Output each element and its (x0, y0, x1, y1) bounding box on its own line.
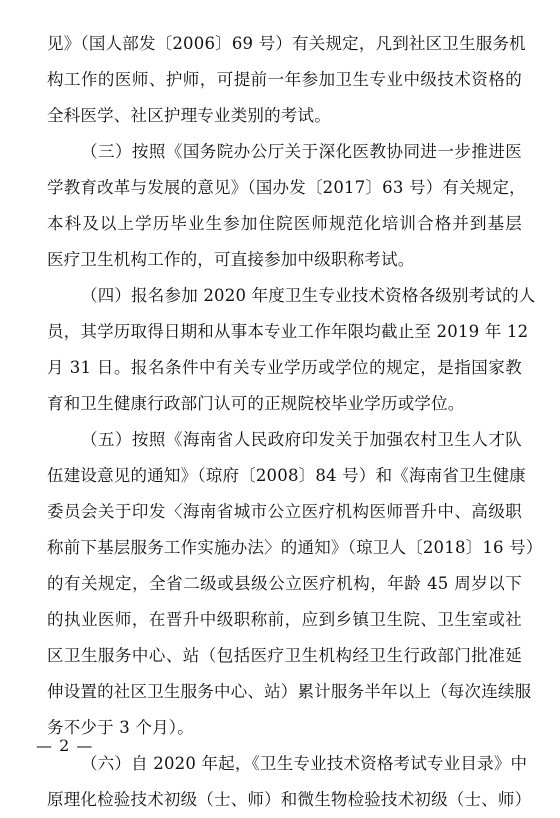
text-line: 医疗卫生机构工作的，可直接参加中级职称考试。 (47, 250, 415, 269)
paragraph-2 (47, 134, 526, 278)
text-line: 月 31 日。报名条件中有关专业学历或学位的规定，是指国家教 (47, 358, 522, 377)
text-line: （五）按照《海南省人民政府印发关于加强农村卫生人才队 (81, 430, 522, 449)
text-line: 伍建设意见的通知》（琼府〔2008〕84 号）和《海南省卫生健康 (47, 466, 526, 485)
text-line: （四）报名参加 2020 年度卫生专业技术资格各级别考试的人 (81, 286, 536, 305)
text-line: 学教育改革与发展的意见》（国办发〔2017〕63 号）有关规定， (47, 178, 526, 197)
paragraph-4 (47, 422, 543, 746)
page-number: — 2 — (36, 736, 94, 755)
text-line: 本科及以上学历毕业生参加住院医师规范化培训合格并到基层 (47, 214, 522, 233)
text-line: 原理化检验技术初级（士、师）和微生物检验技术初级（士、师） (47, 790, 532, 809)
text-line: 育和卫生健康行政部门认可的正规院校毕业学历或学位。 (47, 394, 465, 413)
text-line: 务不少于 3 个月）。 (47, 718, 194, 737)
paragraph-1 (47, 26, 526, 134)
text-line: 员，其学历取得日期和从事本专业工作年限均截止至 2019 年 12 (47, 322, 529, 341)
text-line: 的有关规定，全省二级或县级公立医疗机构，年龄 45 周岁以下 (47, 574, 522, 593)
text-line: 伸设置的社区卫生服务中心、站）累计服务半年以上（每次连续服 (47, 682, 532, 701)
text-line: 的执业医师，在晋升中级职称前，应到乡镇卫生院、卫生室或社 (47, 610, 522, 629)
text-line: 构工作的医师、护师，可提前一年参加卫生专业中级技术资格的 (47, 70, 522, 89)
paragraph-5 (47, 746, 532, 818)
text-line: 全科医学、社区护理专业类别的考试。 (47, 106, 331, 125)
text-line: 区卫生服务中心、站（包括医疗卫生机构经卫生行政部门批准延 (47, 646, 522, 665)
text-line: （六）自 2020 年起，《卫生专业技术资格考试专业目录》中 (81, 754, 528, 773)
text-line: 见》（国人部发〔2006〕69 号）有关规定，凡到社区卫生服务机 (47, 34, 526, 53)
text-line: （三）按照《国务院办公厅关于深化医教协同进一步推进医 (81, 142, 522, 161)
text-line: 委员会关于印发〈海南省城市公立医疗机构医师晋升中、高级职 (47, 502, 522, 521)
text-line: 称前下基层服务工作实施办法〉的通知》（琼卫人〔2018〕16 号） (47, 538, 543, 557)
paragraph-3 (47, 278, 536, 422)
